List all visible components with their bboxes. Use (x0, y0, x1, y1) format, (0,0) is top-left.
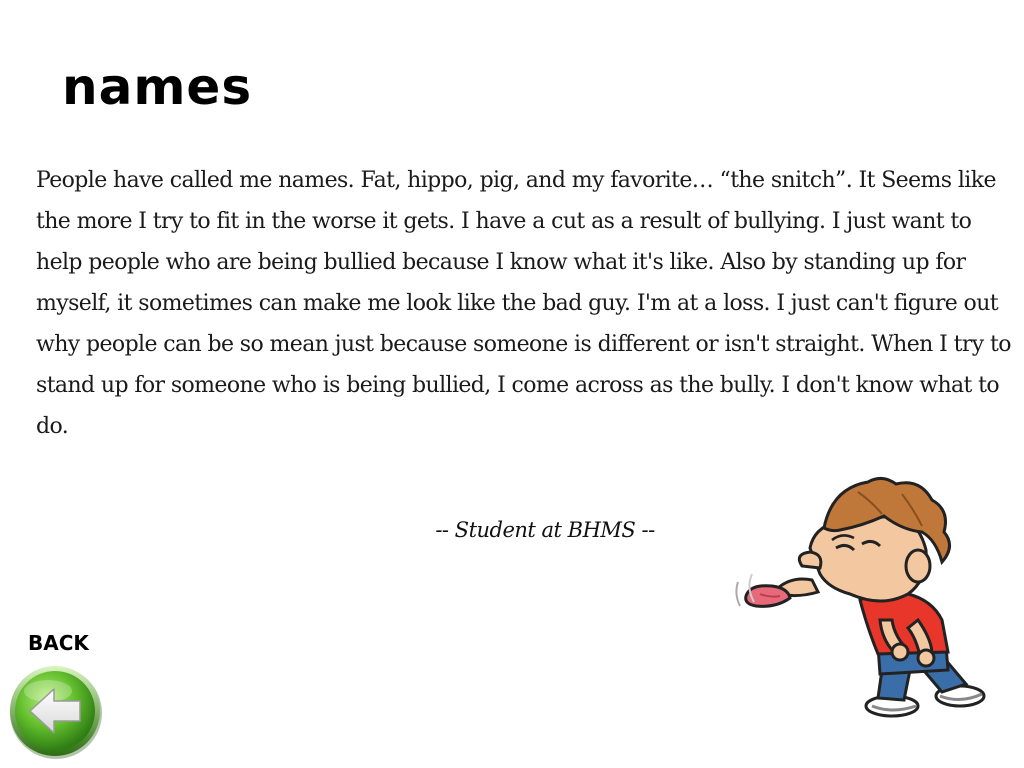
cartoon-boy-icon (732, 470, 992, 730)
back-label[interactable]: BACK (28, 631, 89, 655)
quote-attribution: -- Student at BHMS -- (435, 518, 655, 542)
back-button[interactable] (8, 664, 104, 760)
slide-body-text: People have called me names. Fat, hippo, pig, and my favorite… “the snitch”. It Seems like the more I try to fit in the worse it gets. I have a cut as a result of bullying. I just want to help people who are being bullied because I know what it's like. Also by standing up for myself, it sometimes can make me look like the bad guy. I'm at a loss. I just can't figure out why people can be so mean just because someone is different or isn't straight. When I try to stand up for someone who is being bullied, I come across as the bully. I don't know what to do. (36, 168, 1011, 439)
left-arrow-icon (8, 664, 104, 760)
slide-title: names (62, 58, 253, 116)
cartoon-boy-illustration (732, 470, 992, 730)
